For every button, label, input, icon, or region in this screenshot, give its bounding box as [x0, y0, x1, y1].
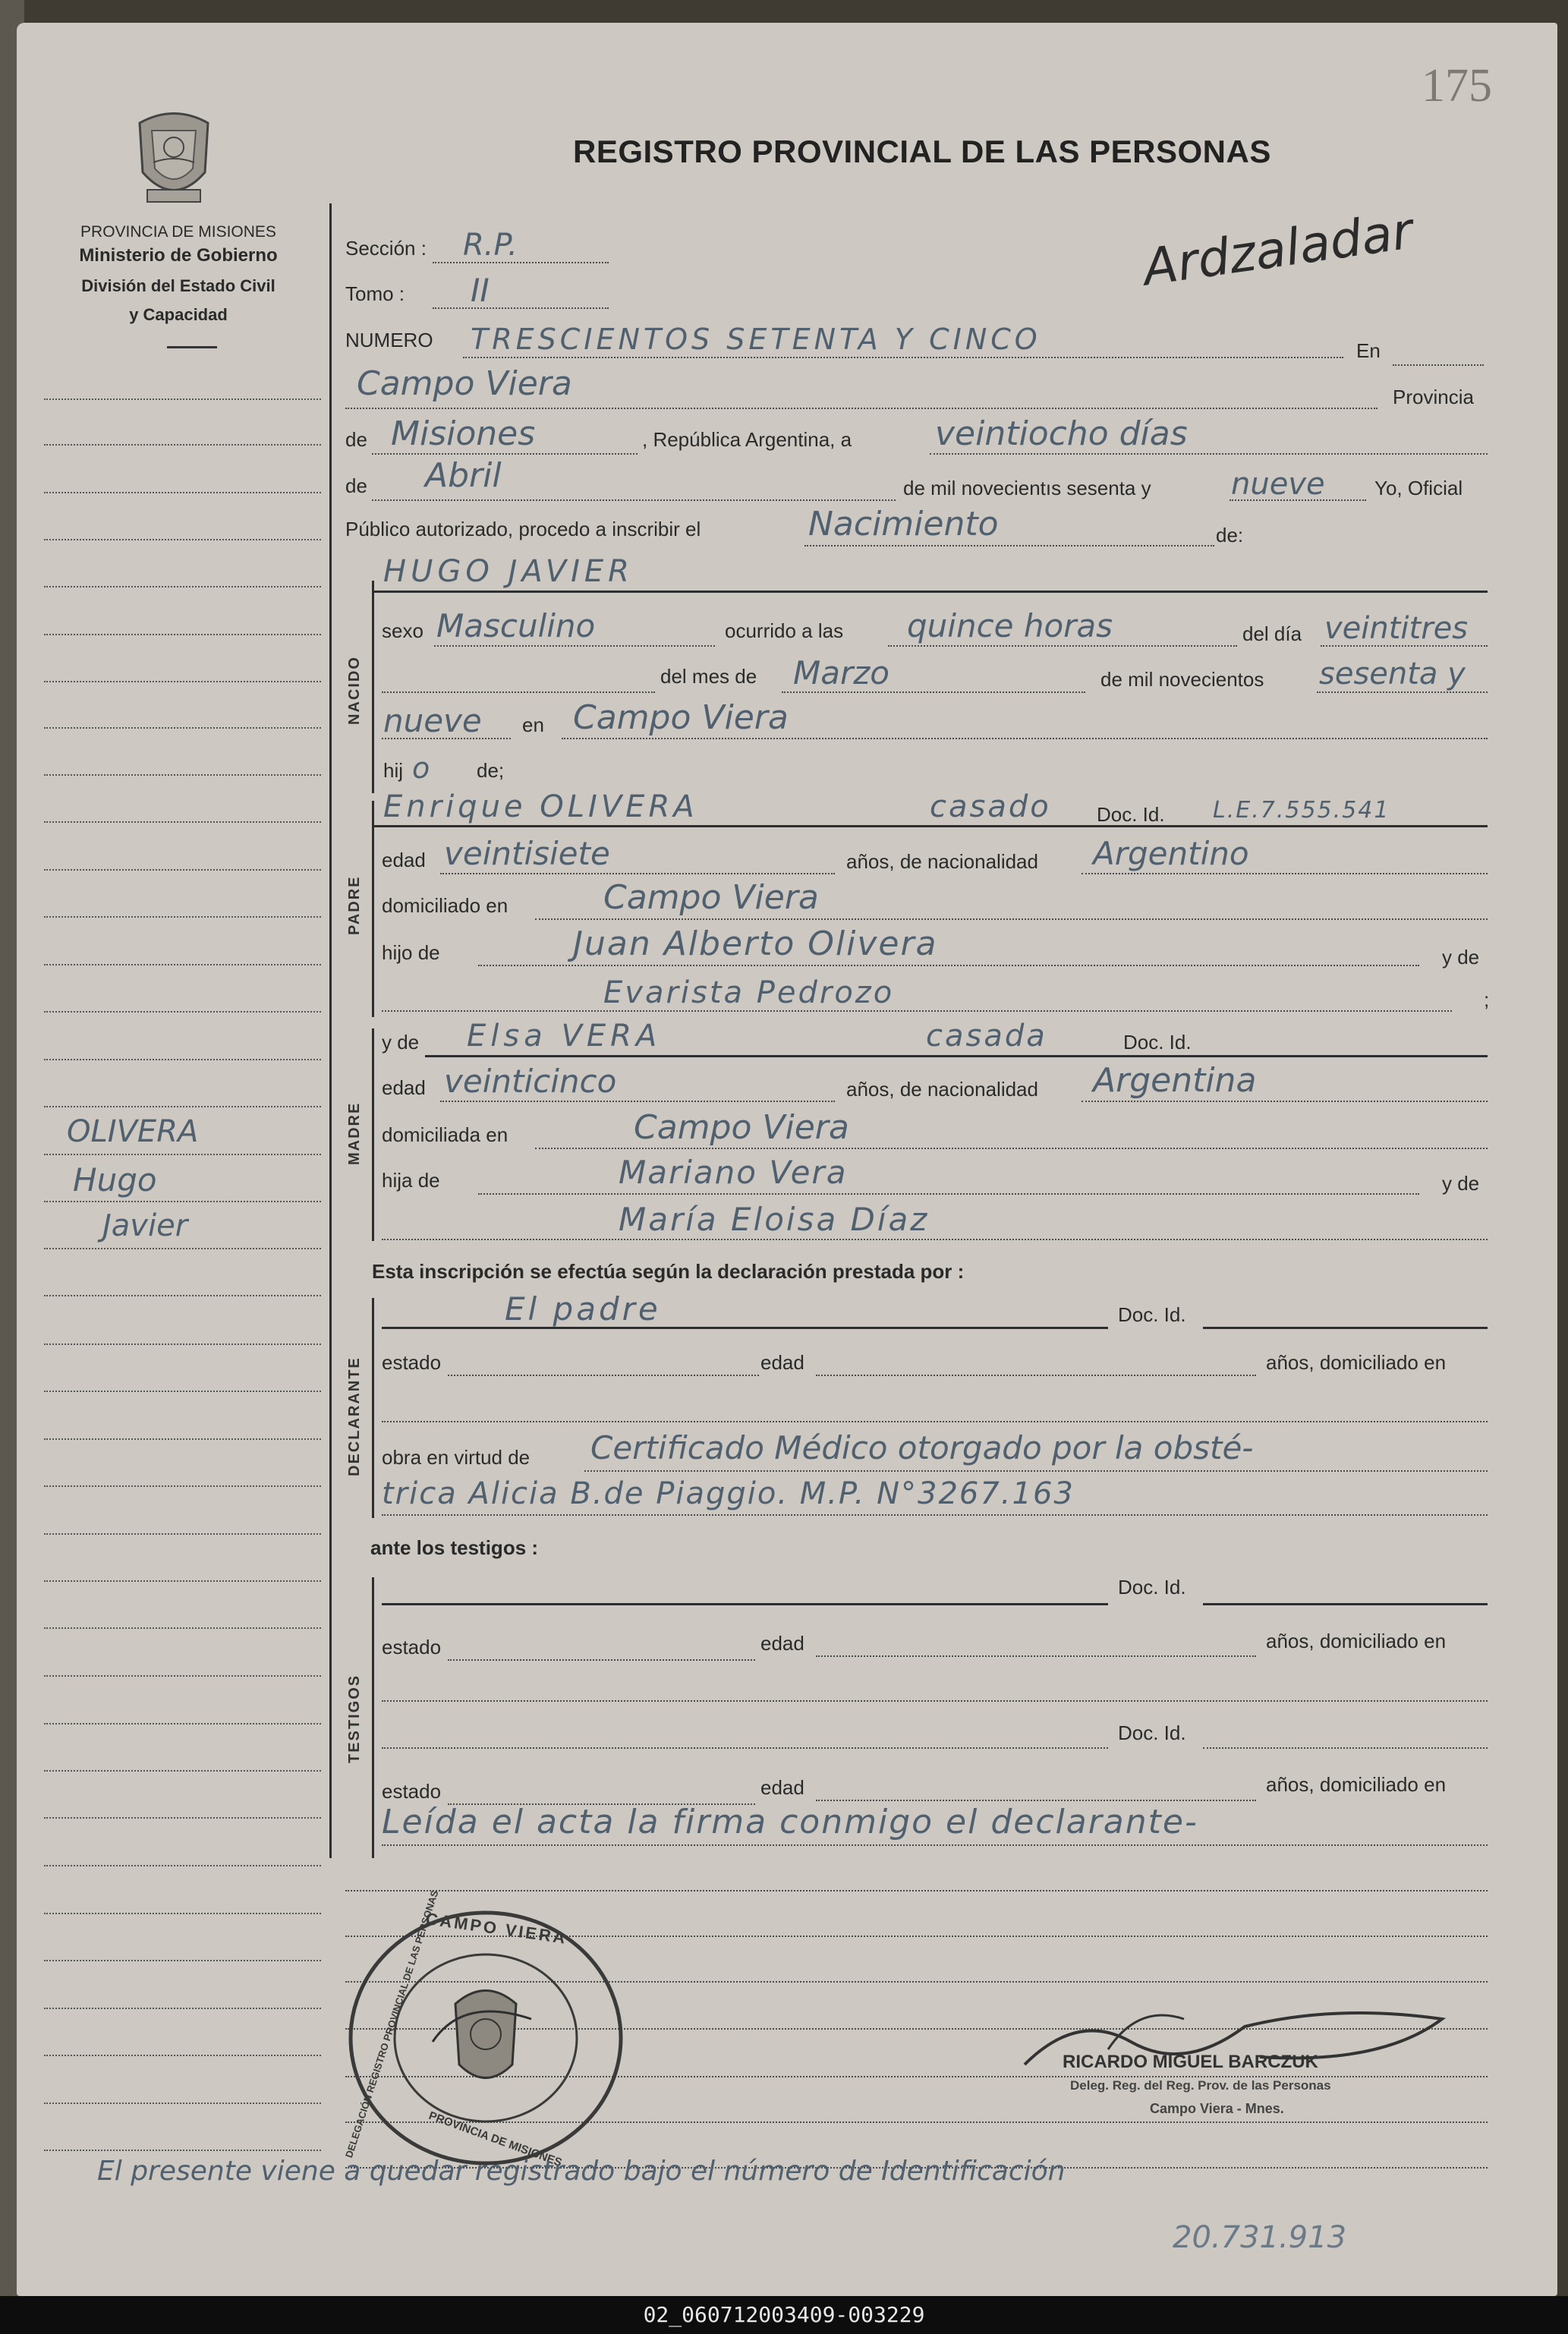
footer-bar: [0, 2296, 1568, 2334]
padre-nombre-value: Enrique OLIVERA: [383, 789, 698, 824]
en-label: En: [1356, 339, 1381, 362]
ocurrido-label: ocurrido a las: [725, 619, 844, 642]
anio-value: nueve: [1231, 467, 1325, 502]
padre-doc-label: Doc. Id.: [1097, 803, 1165, 826]
issuer-province: PROVINCIA DE MISIONES: [80, 223, 276, 241]
y-de-label: y de: [1442, 946, 1480, 969]
section-declarante-label: DECLARANTE: [346, 1356, 363, 1476]
declarante-rule: [372, 1298, 374, 1518]
madre-doc-label: Doc. Id.: [1123, 1031, 1192, 1054]
hijo-de-label: hijo de: [382, 941, 440, 964]
testigos-rule: [372, 1577, 374, 1858]
official-role: Deleg. Reg. del Reg. Prov. de las Personas: [1070, 2078, 1331, 2093]
section-nacido-label: NACIDO: [346, 656, 363, 725]
publico-label: Público autorizado, procedo a inscribir el: [345, 518, 701, 540]
anio-nac-value-2: nueve: [383, 702, 482, 739]
section-madre-label: MADRE: [346, 1101, 363, 1165]
republica-label: , República Argentina, a: [642, 428, 852, 451]
del-mes-label: del mes de: [660, 665, 757, 688]
nota-final: El presente viene a quedar registrado bajo el número de Identificación: [97, 2156, 1066, 2187]
testigo2-estado-label: estado: [382, 1780, 442, 1803]
nombre-value: HUGO JAVIER: [383, 554, 634, 589]
testigo2-edad-label: edad: [760, 1776, 804, 1799]
de-mil-label: de mil novecientos: [1100, 668, 1264, 691]
padre-edad-value: veintisiete: [444, 835, 610, 872]
del-dia-label: del día: [1242, 622, 1302, 645]
en-label-2: en: [522, 713, 544, 736]
de-label-2: de: [345, 474, 367, 497]
yo-oficial-label: Yo, Oficial: [1374, 477, 1463, 499]
madre-estado-value: casada: [926, 1019, 1047, 1054]
page-number: 175: [1422, 60, 1492, 112]
abuelo-materno-value: Mariano Vera: [619, 1154, 848, 1191]
padre-nac-value: Argentino: [1093, 835, 1249, 872]
semicolon: ;: [1484, 988, 1490, 1011]
section-testigos-label: TESTIGOS: [346, 1674, 363, 1763]
tomo-value: II: [471, 272, 490, 309]
seccion-value: R.P.: [463, 228, 518, 263]
coat-of-arms-icon: [124, 100, 223, 218]
de-semicolon-label: de;: [477, 759, 505, 782]
declarante-value: El padre: [505, 1290, 661, 1328]
anio-nac-value-1: sesenta y: [1319, 657, 1466, 691]
y-de-madre-label: y de: [382, 1031, 420, 1054]
main-vertical-rule: [329, 203, 332, 1858]
dni-value: 20.731.913: [1173, 2220, 1347, 2255]
dia-nac-value: veintitres: [1324, 611, 1469, 646]
official-signature-icon: [1017, 1996, 1450, 2091]
numero-value: TRESCIENTOS SETENTA Y CINCO: [471, 323, 1041, 356]
tomo-label: Tomo :: [345, 282, 405, 305]
de-label: de: [345, 428, 367, 451]
stamp-top-text: CAMPO VIERA: [424, 1909, 569, 1948]
divider: [167, 346, 217, 348]
padre-dom-value: Campo Viera: [603, 878, 819, 917]
issuer-division: División del Estado Civil: [81, 276, 276, 295]
testigo1-edad-label: edad: [760, 1632, 804, 1655]
padre-nac-label: años, de nacionalidad: [846, 850, 1038, 873]
declarante-anos-label: años, domiciliado en: [1266, 1351, 1447, 1374]
madre-dom-value: Campo Viera: [634, 1108, 849, 1147]
provincia-value: Misiones: [391, 414, 536, 453]
obra-value-2: trica Alicia B.de Piaggio. M.P. N°3267.163: [382, 1476, 1075, 1511]
provincia-label: Provincia: [1393, 386, 1474, 408]
margin-surname: OLIVERA: [67, 1114, 199, 1149]
testigo2-doc-label: Doc. Id.: [1118, 1721, 1186, 1744]
testigo1-estado-label: estado: [382, 1636, 442, 1658]
hijo-label: hij: [383, 759, 404, 782]
margin-name-1: Hugo: [73, 1161, 157, 1198]
testigo1-anos-label: años, domiciliado en: [1266, 1630, 1447, 1652]
hijo-suffix-value: o: [412, 751, 430, 785]
de-colon-label: de:: [1216, 524, 1244, 546]
sexo-label: sexo: [382, 619, 423, 642]
madre-dom-label: domiciliada en: [382, 1123, 508, 1146]
testigos-label: ante los testigos :: [370, 1536, 539, 1559]
section-padre-label: PADRE: [346, 875, 363, 935]
hora-value: quince horas: [907, 607, 1113, 644]
lectura-value: Leída el acta la firma conmigo el declarante-: [382, 1803, 1198, 1841]
mes-value: Abril: [425, 456, 502, 495]
testigo2-anos-label: años, domiciliado en: [1266, 1773, 1447, 1796]
madre-rule: [372, 1028, 374, 1241]
abuelo-paterno-value: Juan Alberto Olivera: [573, 924, 938, 963]
lugar-nac-value: Campo Viera: [573, 698, 789, 737]
mes-nac-value: Marzo: [793, 654, 889, 691]
mil-label: de mil novecientıs sesenta y: [903, 477, 1151, 499]
page-title: REGISTRO PROVINCIAL DE LAS PERSONAS: [573, 134, 1271, 169]
numero-label: NUMERO: [345, 329, 433, 351]
padre-dom-label: domiciliado en: [382, 894, 508, 917]
obra-label: obra en virtud de: [382, 1446, 531, 1469]
padre-estado-value: casado: [930, 789, 1051, 824]
lugar-value: Campo Viera: [357, 364, 572, 403]
official-name: RICARDO MIGUEL BARCZUK: [1063, 2052, 1318, 2072]
abuela-paterna-value: Evarista Pedrozo: [603, 975, 895, 1010]
declarante-edad-label: edad: [760, 1351, 804, 1374]
issuer-ministry: Ministerio de Gobierno: [79, 245, 278, 266]
fecha-dias-value: veintiocho días: [935, 414, 1188, 453]
y-de-label-2: y de: [1442, 1172, 1480, 1195]
sexo-value: Masculino: [436, 607, 596, 644]
official-place: Campo Viera - Mnes.: [1150, 2101, 1284, 2116]
madre-edad-label: edad: [382, 1076, 426, 1099]
margin-name-2: Javier: [102, 1208, 188, 1243]
declarante-estado-label: estado: [382, 1351, 442, 1374]
madre-nombre-value: Elsa VERA: [467, 1019, 662, 1054]
inscripcion-label: Esta inscripción se efectúa según la declaración prestada por :: [372, 1260, 965, 1283]
stamp-side-text: DELEGACIÓN REGISTRO PROVINCIAL DE LAS PERSONAS: [343, 1888, 441, 2159]
nacido-rule: [372, 581, 374, 793]
testigo1-doc-label: Doc. Id.: [1118, 1576, 1186, 1599]
seccion-label: Sección :: [345, 237, 427, 260]
padre-doc-value: L.E.7.555.541: [1213, 797, 1390, 824]
madre-nac-value: Argentina: [1093, 1061, 1257, 1100]
hija-de-label: hija de: [382, 1169, 440, 1192]
footer-id: 02_060712003409-003229: [643, 2302, 925, 2327]
obra-value-1: Certificado Médico otorgado por la obsté-: [590, 1429, 1254, 1466]
madre-edad-value: veinticinco: [444, 1063, 617, 1100]
issuer-division-2: y Capacidad: [129, 305, 228, 324]
handwritten-signature-top: Ardzaladar: [1139, 201, 1417, 298]
padre-rule: [372, 801, 374, 1017]
padre-edad-label: edad: [382, 849, 426, 871]
abuela-materna-value: María Eloisa Díaz: [619, 1201, 930, 1238]
declarante-doc-label: Doc. Id.: [1118, 1303, 1186, 1326]
acto-value: Nacimiento: [808, 505, 999, 543]
madre-nac-label: años, de nacionalidad: [846, 1078, 1038, 1101]
stamp-bottom-text: PROVINCIA DE MISIONES: [427, 2109, 564, 2170]
